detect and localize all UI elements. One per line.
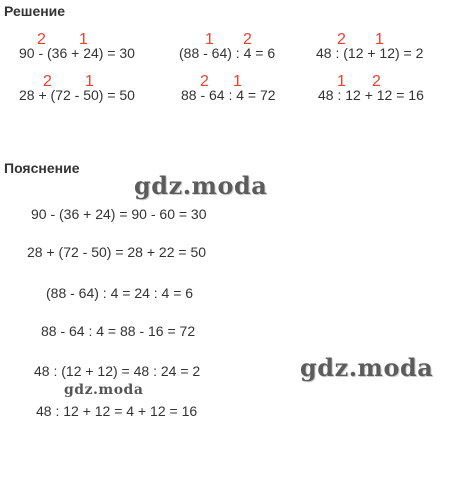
explanation-line: 48 : (12 + 12) = 48 : 24 = 2 <box>34 363 201 379</box>
order-number: 1 <box>233 73 242 90</box>
watermark: gdz.moda <box>300 353 434 382</box>
explanation-heading: Пояснение <box>4 160 80 176</box>
explanation-line: 90 - (36 + 24) = 90 - 60 = 30 <box>31 206 207 222</box>
solution-heading: Решение <box>4 3 66 19</box>
order-number: 1 <box>79 31 88 48</box>
explanation-line: 48 : 12 + 12 = 4 + 12 = 16 <box>36 403 198 419</box>
order-number: 2 <box>200 73 209 90</box>
watermark: gdz.moda <box>134 171 268 200</box>
order-number: 2 <box>243 31 252 48</box>
order-number: 2 <box>372 73 381 90</box>
solution-expression: 28 + (72 - 50) = 50 <box>19 87 135 103</box>
solution-expression: 88 - 64 : 4 = 72 <box>181 87 276 103</box>
explanation-line: (88 - 64) : 4 = 24 : 4 = 6 <box>46 285 194 301</box>
order-number: 2 <box>37 31 46 48</box>
solution-expression: 48 : (12 + 12) = 2 <box>316 45 424 61</box>
order-number: 1 <box>85 73 94 90</box>
watermark: gdz.moda <box>64 382 144 398</box>
explanation-line: 88 - 64 : 4 = 88 - 16 = 72 <box>41 323 196 339</box>
order-number: 2 <box>337 31 346 48</box>
order-number: 1 <box>375 31 384 48</box>
solution-expression: 48 : 12 + 12 = 16 <box>318 87 424 103</box>
solution-expression: 90 - (36 + 24) = 30 <box>19 45 135 61</box>
order-number: 1 <box>205 31 214 48</box>
order-number: 2 <box>43 73 52 90</box>
explanation-line: 28 + (72 - 50) = 28 + 22 = 50 <box>27 244 207 260</box>
solution-expression: (88 - 64) : 4 = 6 <box>179 45 276 61</box>
order-number: 1 <box>337 73 346 90</box>
